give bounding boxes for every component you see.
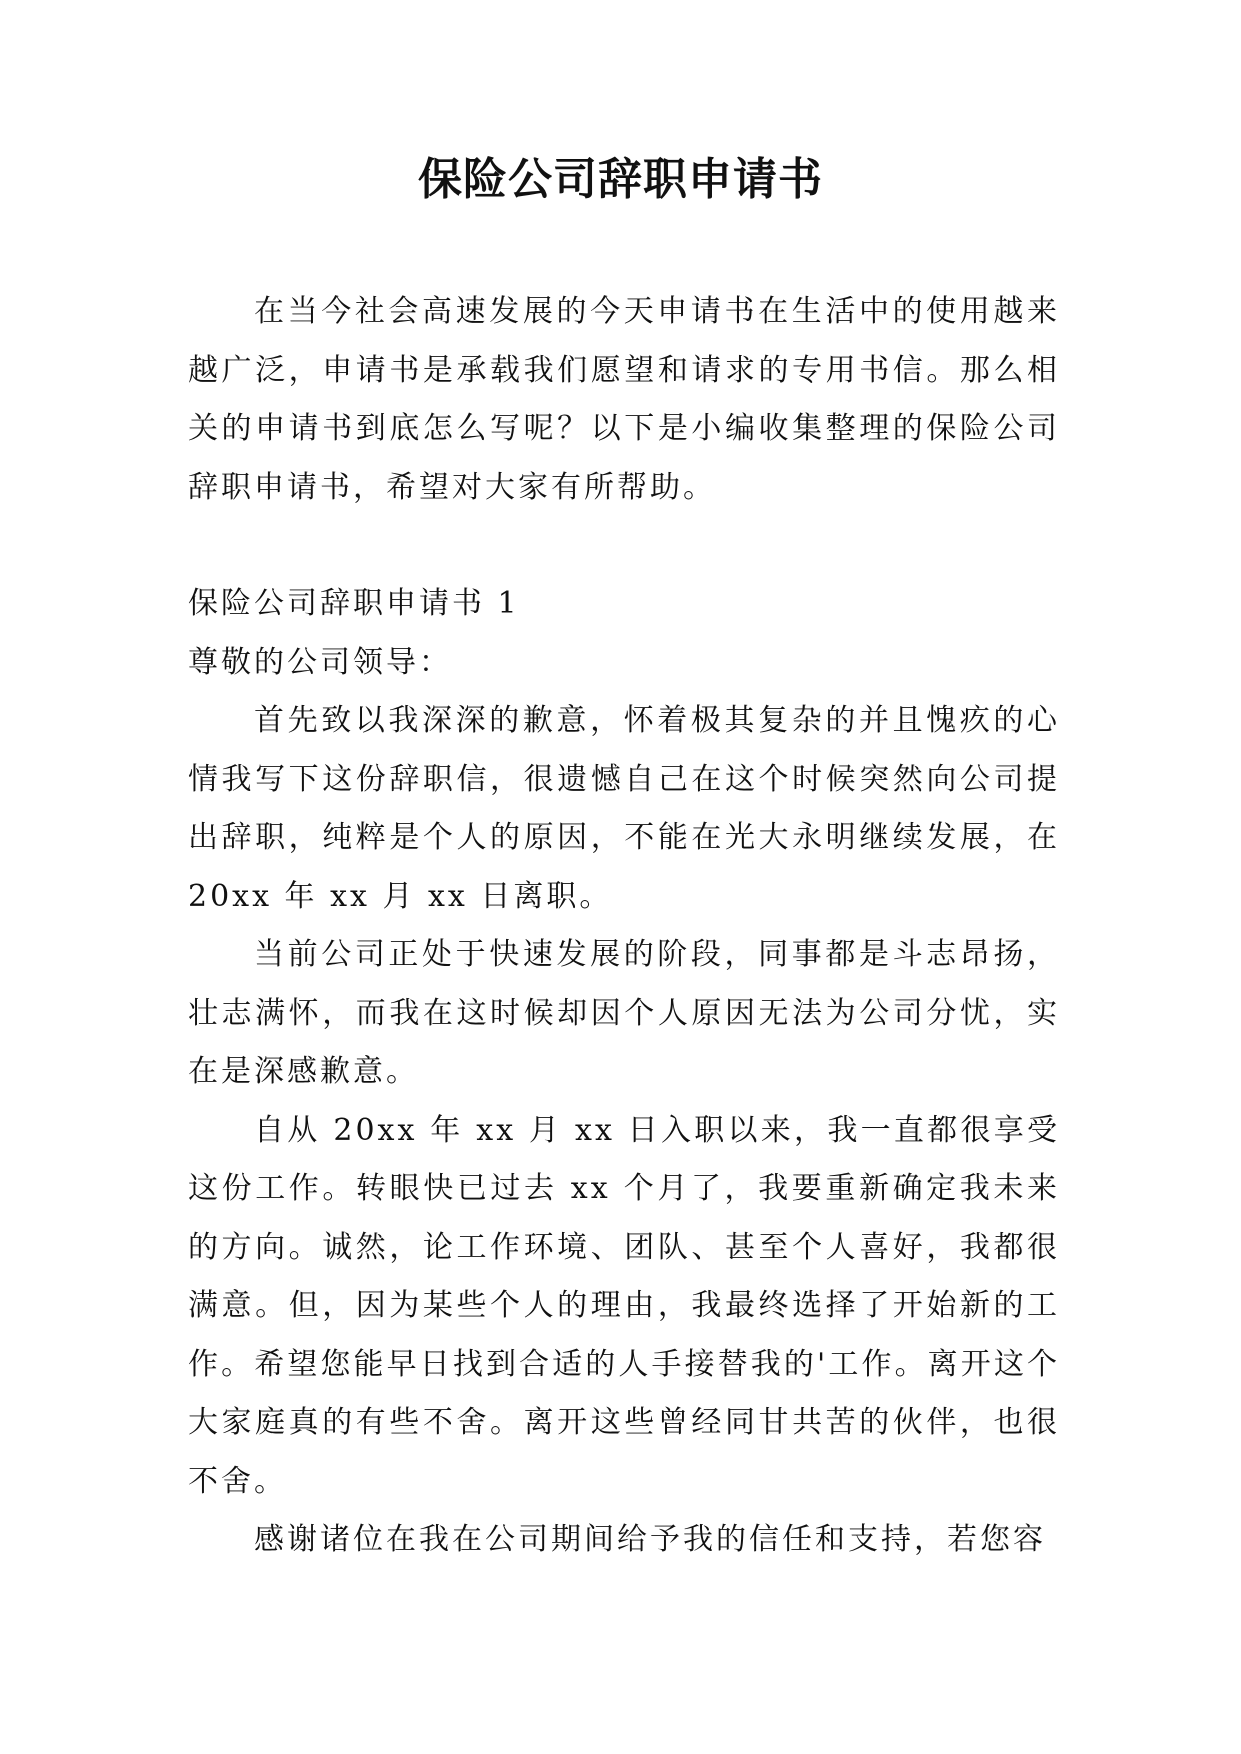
section-heading: 保险公司辞职申请书 1	[188, 586, 520, 621]
document-body	[188, 283, 1060, 1570]
intro-paragraph: 在当今社会高速发展的今天申请书在生活中的使用越来越广泛，申请书是承载我们愿望和请求的专用书信。那么相关的申请书到底怎么写呢？以下是小编收集整理的保险公司辞职申请书，希望对大家有所帮助。	[188, 294, 1060, 505]
body-paragraph: 首先致以我深深的歉意，怀着极其复杂的并且愧疚的心情我写下这份辞职信，很遗憾自己在这个时候突然向公司提出辞职，纯粹是个人的原因，不能在光大永明继续发展，在 20xx 年 xx 月 xx 日离职。	[188, 703, 1060, 914]
salutation: 尊敬的公司领导：	[188, 644, 452, 680]
body-paragraph: 当前公司正处于快速发展的阶段，同事都是斗志昂扬，壮志满怀，而我在这时候却因个人原因无法为公司分忧，实在是深感歉意。	[188, 937, 1060, 1089]
document-title: 保险公司辞职申请书	[418, 154, 823, 205]
body-paragraph: 感谢诸位在我在公司期间给予我的信任和支持，若您容	[254, 1522, 1046, 1557]
body-paragraph: 自从 20xx 年 xx 月 xx 日入职以来，我一直都很享受这份工作。转眼快已过去 xx 个月了，我要重新确定我未来的方向。诚然，论工作环境、团队、甚至个人喜好，我都很满意。但，因为某些个人的理由，我最终选择了开始新的工作。希望您能早日找到合适的人手接替我的'工作。离开这个大家庭真的有些不舍。离开这些曾经同甘共苦的伙伴，也很不舍。	[188, 1112, 1060, 1499]
